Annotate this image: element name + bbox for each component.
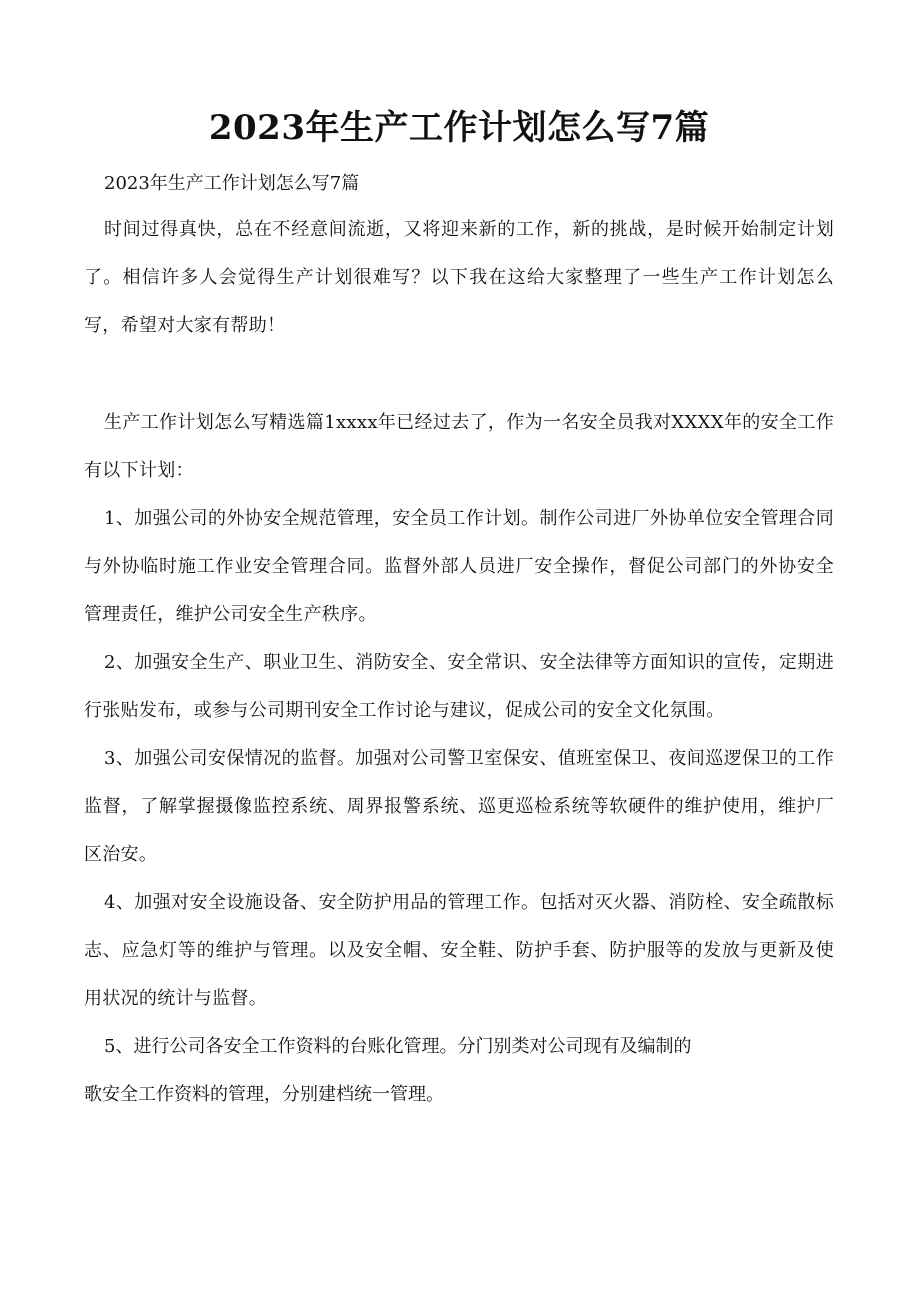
paragraph-item-3: 3、加强公司安保情况的监督。加强对公司警卫室保安、值班室保卫、夜间巡逻保卫的工作监督，了解掌握摄像监控系统、周界报警系统、巡更巡检系统等软硬件的维护使用，维护厂区治安。 (84, 748, 834, 865)
document-subtitle: 2023年生产工作计划怎么写7篇 (104, 173, 360, 194)
document-title: 2023年生产工作计划怎么写7篇 (208, 108, 710, 148)
intro-paragraph: 时间过得真快，总在不经意间流逝，又将迎来新的工作，新的挑战，是时候开始制定计划了。相信许多人会觉得生产计划很难写？以下我在这给大家整理了一些生产工作计划怎么写，希望对大家有帮助！ (84, 219, 834, 336)
paragraph-item-5-line-1: 5、进行公司各安全工作资料的台账化管理。分门别类对公司现有及编制的 (104, 1036, 692, 1057)
paragraph-item-2: 2、加强安全生产、职业卫生、消防安全、安全常识、安全法律等方面知识的宣传，定期进行张贴发布，或参与公司期刊安全工作讨论与建议，促成公司的安全文化氛围。 (84, 652, 834, 721)
paragraph-item-5-line-2: 歌安全工作资料的管理，分别建档统一管理。 (84, 1084, 444, 1105)
paragraph-item-1: 1、加强公司的外协安全规范管理，安全员工作计划。制作公司进厂外协单位安全管理合同与外协临时施工作业安全管理合同。监督外部人员进厂安全操作，督促公司部门的外协安全管理责任，维护公司安全生产秩序。 (84, 508, 834, 625)
paragraph-item-4: 4、加强对安全设施设备、安全防护用品的管理工作。包括对灭火器、消防栓、安全疏散标志、应急灯等的维护与管理。以及安全帽、安全鞋、防护手套、防护服等的发放与更新及使用状况的统计与监督。 (84, 892, 834, 1009)
paragraph-section-opening: 生产工作计划怎么写精选篇1xxxx年已经过去了，作为一名安全员我对XXXX年的安全工作有以下计划： (84, 412, 834, 481)
